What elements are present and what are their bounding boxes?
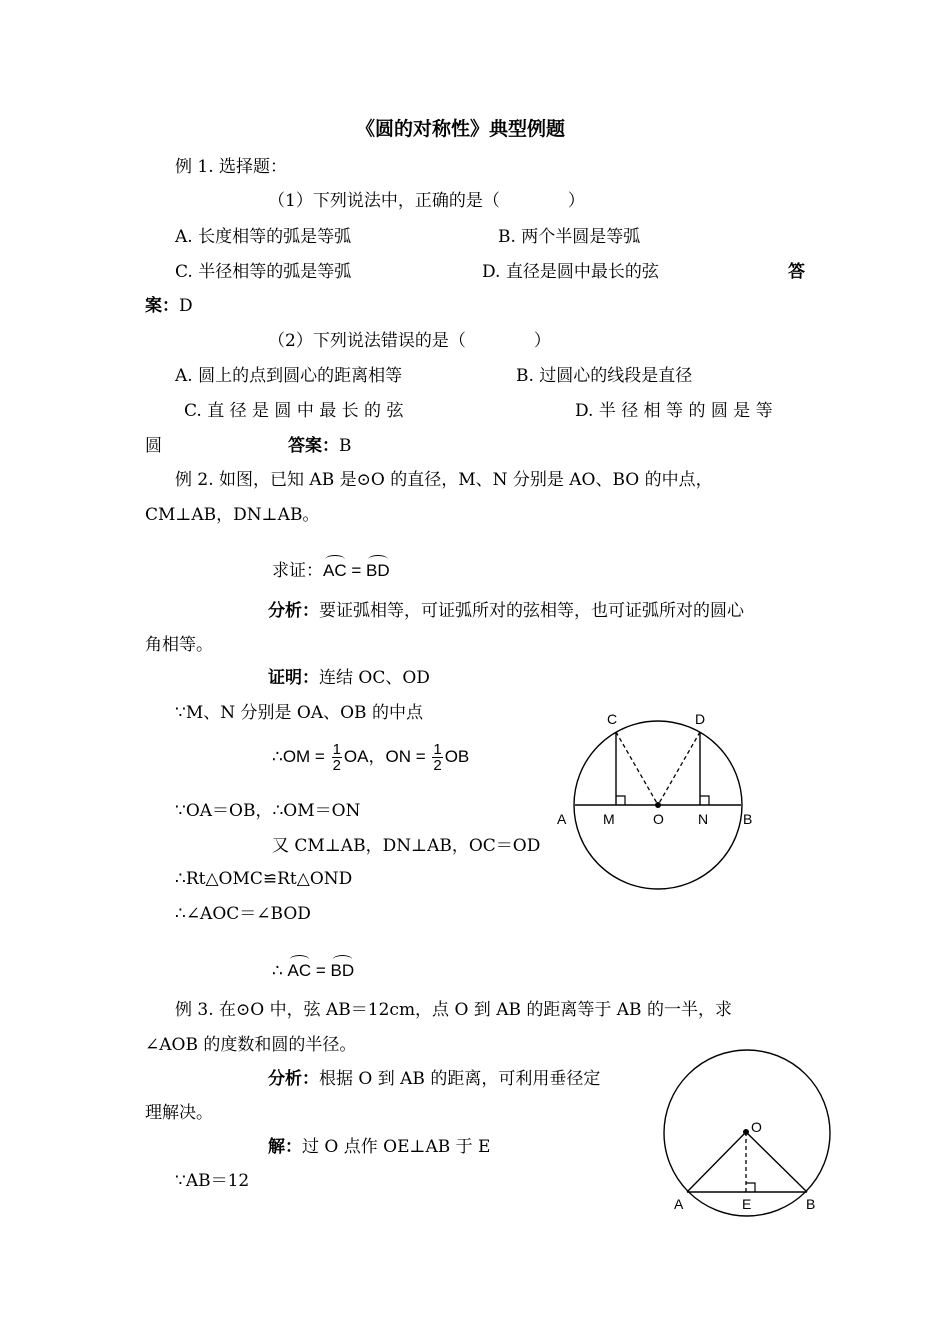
arc-ac: AC xyxy=(287,961,312,980)
ex2-step1: ∵M、N 分别是 OA、OB 的中点 xyxy=(175,703,423,723)
ex2-step3: ∵OA＝OB，∴OM＝ON xyxy=(175,801,361,821)
label-a: A xyxy=(674,1196,684,1212)
ex1-q1-option-a: A. 长度相等的弧是等弧 xyxy=(175,227,352,247)
proof-text: 连结 OC、OD xyxy=(319,668,430,688)
ex2-step5: ∴Rt△OMC≌Rt△OND xyxy=(175,869,353,889)
ex1-q2-option-b: B. 过圆心的线段是直径 xyxy=(516,366,693,386)
segment-oa xyxy=(687,1132,746,1192)
ex1-q1: （1）下列说法中，正确的是（ ） xyxy=(268,191,585,211)
label-b: B xyxy=(743,811,753,827)
ex1-heading: 例 1. 选择题： xyxy=(175,157,288,177)
ex2-step7 xyxy=(272,960,354,982)
label-c: C xyxy=(607,711,618,727)
ex1-answer-1 xyxy=(145,295,193,317)
analysis-label: 分析： xyxy=(268,601,319,621)
therefore: ∴ xyxy=(272,961,288,980)
ex3-analysis-cont: 理解决。 xyxy=(145,1103,213,1123)
analysis-label: 分析： xyxy=(268,1069,319,1089)
ex3-circle-figure xyxy=(655,1040,845,1220)
arc-ac: AC xyxy=(323,561,347,580)
fraction-half xyxy=(432,742,442,773)
answer-value: D xyxy=(179,296,193,316)
label-o: O xyxy=(653,811,664,827)
ex1-q2-option-a: A. 圆上的点到圆心的距离相等 xyxy=(175,366,403,386)
ex3-solution xyxy=(268,1136,490,1158)
ex1-q1-option-d: D. 直径是圆中最长的弦 xyxy=(482,262,659,282)
ex2-circle-figure xyxy=(545,700,775,900)
equals: = xyxy=(346,561,366,580)
ex1-q1-option-c: C. 半径相等的弧是等弧 xyxy=(175,262,352,282)
label-e: E xyxy=(742,1196,752,1212)
ex1-q1-option-b: B. 两个半圆是等弧 xyxy=(498,227,641,247)
label-d: D xyxy=(695,711,706,727)
step2-mid: OA，ON = xyxy=(343,746,431,766)
answer-label: 案： xyxy=(145,296,179,316)
step2-end: OB xyxy=(444,746,470,766)
ex1-q2-option-d: D. 半 径 相 等 的 圆 是 等 xyxy=(575,401,773,421)
step2-prefix: ∴OM = xyxy=(272,746,330,766)
right-angle-m xyxy=(616,796,625,805)
ex2-step4: 又 CM⊥AB，DN⊥AB，OC＝OD xyxy=(272,836,541,856)
segment-oc xyxy=(616,732,658,805)
ex2-prove xyxy=(272,560,390,582)
fraction-half xyxy=(332,742,342,773)
label-n: N xyxy=(698,811,709,827)
ex3-line1: 例 3. 在⊙O 中，弦 AB＝12cm，点 O 到 AB 的距离等于 AB 的一半，求 xyxy=(175,1000,732,1020)
ex2-step2 xyxy=(272,742,469,773)
center-point-o xyxy=(655,802,661,808)
denominator: 2 xyxy=(332,757,341,774)
answer-label: 答案： xyxy=(288,436,339,456)
numerator: 1 xyxy=(332,741,341,758)
label-m: M xyxy=(603,811,615,827)
analysis-text: 要证弧相等，可证弧所对的弦相等，也可证弧所对的圆心 xyxy=(319,601,744,621)
right-angle-n xyxy=(700,796,709,805)
proof-label: 证明： xyxy=(268,668,319,688)
ex2-line2: CM⊥AB，DN⊥AB。 xyxy=(145,505,320,525)
center-point-o xyxy=(743,1129,749,1135)
analysis-text: 根据 O 到 AB 的距离，可利用垂径定 xyxy=(319,1069,601,1089)
ex3-line2: ∠AOB 的度数和圆的半径。 xyxy=(145,1035,357,1055)
arc-bd: BD xyxy=(330,961,355,980)
right-angle-e xyxy=(746,1183,755,1192)
denominator: 2 xyxy=(433,757,442,774)
label-o: O xyxy=(751,1119,762,1135)
ex1-q2: （2）下列说法错误的是（ ） xyxy=(268,331,551,351)
ex3-step1: ∵AB＝12 xyxy=(175,1171,250,1191)
ex1-q2-option-d-cont: 圆 xyxy=(145,436,162,456)
prove-label: 求证： xyxy=(272,561,323,580)
solution-text: 过 O 点作 OE⊥AB 于 E xyxy=(302,1137,491,1157)
ex3-analysis xyxy=(268,1068,600,1090)
ex2-proof xyxy=(268,667,430,689)
numerator: 1 xyxy=(433,741,442,758)
answer-value: B xyxy=(339,436,352,456)
segment-od xyxy=(658,732,700,805)
ex1-answer-label-start: 答 xyxy=(788,262,805,282)
ex1-answer-2 xyxy=(288,435,352,457)
label-a: A xyxy=(557,811,567,827)
ex2-analysis-cont: 角相等。 xyxy=(145,635,213,655)
ex2-analysis xyxy=(268,600,744,622)
solution-label: 解： xyxy=(268,1137,302,1157)
arc-bd: BD xyxy=(366,561,390,580)
ex1-q2-option-c: C. 直 径 是 圆 中 最 长 的 弦 xyxy=(184,401,404,421)
page-title: 《圆的对称性》典型例题 xyxy=(356,118,566,140)
ex2-line1: 例 2. 如图，已知 AB 是⊙O 的直径，M、N 分别是 AO、BO 的中点， xyxy=(175,470,713,490)
equals: = xyxy=(311,961,331,980)
ex2-step6: ∴∠AOC＝∠BOD xyxy=(175,904,311,924)
label-b: B xyxy=(806,1196,816,1212)
